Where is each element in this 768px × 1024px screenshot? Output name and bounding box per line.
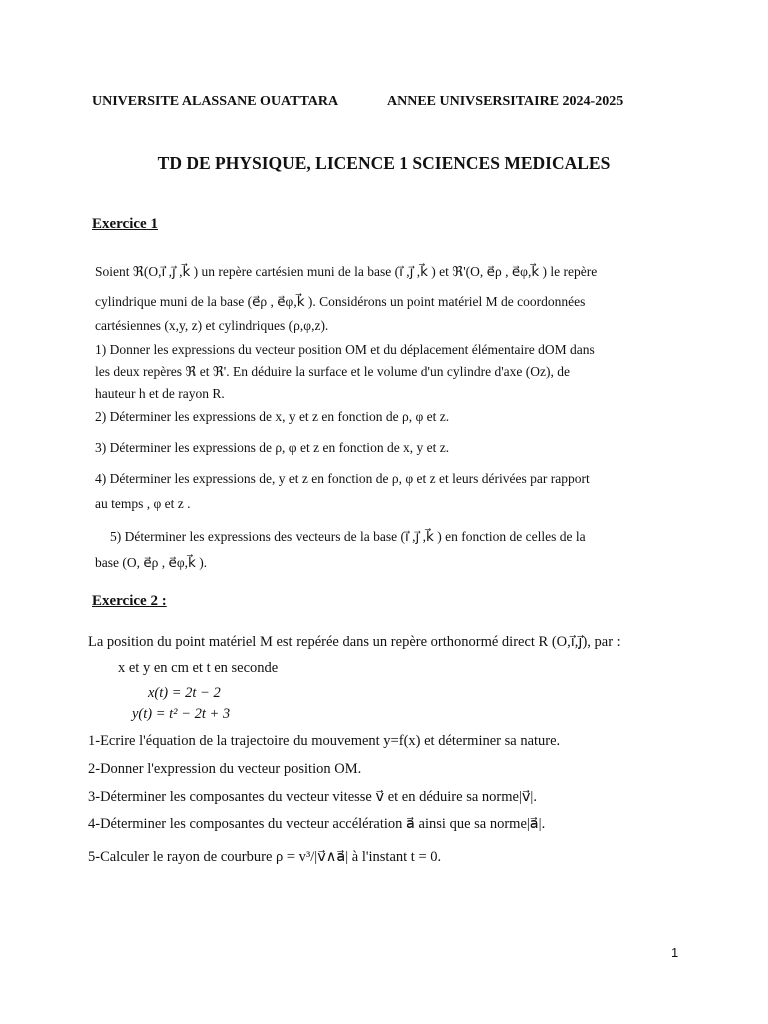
page-title: TD DE PHYSIQUE, LICENCE 1 SCIENCES MEDICALES [157,153,611,173]
ex2-equation-x: x(t) = 2t − 2 [148,685,221,701]
ex1-line: 1) Donner les expressions du vecteur position OM et du déplacement élémentaire dOM dans [95,342,595,357]
exercise-1-heading: Exercice 1 [92,216,158,232]
ex1-line: 2) Déterminer les expressions de x, y et z en fonction de ρ, φ et z. [95,409,450,424]
ex2-question: 4-Déterminer les composantes du vecteur accélération a⃗ ainsi que sa norme|a⃗|. [88,816,546,832]
ex1-line: 3) Déterminer les expressions de ρ, φ et z en fonction de x, y et z. [95,440,450,455]
ex2-question: 2-Donner l'expression du vecteur position OM. [88,761,362,777]
ex1-line: cartésiennes (x,y, z) et cylindriques (ρ,φ,z). [95,318,329,333]
ex2-intro: La position du point matériel M est repérée dans un repère orthonormé direct R (O,i⃗,j⃗), par : [88,634,621,650]
exercise-2-heading: Exercice 2 : [92,593,167,609]
ex2-question: 3-Déterminer les composantes du vecteur vitesse v⃗ et en déduire sa norme|v⃗|. [88,789,537,805]
ex2-question: 5-Calculer le rayon de courbure ρ = v³/|v⃗∧a⃗| à l'instant t = 0. [88,849,442,865]
ex1-line: cylindrique muni de la base (e⃗ρ , e⃗φ,k⃗ ). Considérons un point matériel M de coordonnées [95,294,586,309]
ex1-line: Soient ℜ(O,i⃗ ,j⃗ ,k⃗ ) un repère cartésien muni de la base (i⃗ ,j⃗ ,k⃗ ) et ℜ'(O, e⃗ρ , e⃗φ,k⃗ ) le repère [95,264,598,279]
ex1-line: hauteur h et de rayon R. [95,386,225,401]
ex1-line: base (O, e⃗ρ , e⃗φ,k⃗ ). [95,555,208,570]
academic-year: ANNEE UNIVSERSITAIRE 2024-2025 [387,94,624,109]
ex1-line: au temps , φ et z . [95,496,191,511]
ex2-question: 1-Ecrire l'équation de la trajectoire du mouvement y=f(x) et déterminer sa nature. [88,733,561,749]
ex2-units: x et y en cm et t en seconde [118,660,279,676]
page-number: 1 [671,945,679,960]
ex1-line: 5) Déterminer les expressions des vecteurs de la base (i⃗ ,j⃗ ,k⃗ ) en fonction de celles de la [110,529,586,544]
university-name: UNIVERSITE ALASSANE OUATTARA [92,94,339,109]
ex1-line: les deux repères ℜ et ℜ'. En déduire la surface et le volume d'un cylindre d'axe (Oz), de [95,364,570,379]
ex1-line: 4) Déterminer les expressions de, y et z en fonction de ρ, φ et z et leurs dérivées par rapport [95,471,590,486]
ex2-equation-y: y(t) = t² − 2t + 3 [132,706,231,722]
